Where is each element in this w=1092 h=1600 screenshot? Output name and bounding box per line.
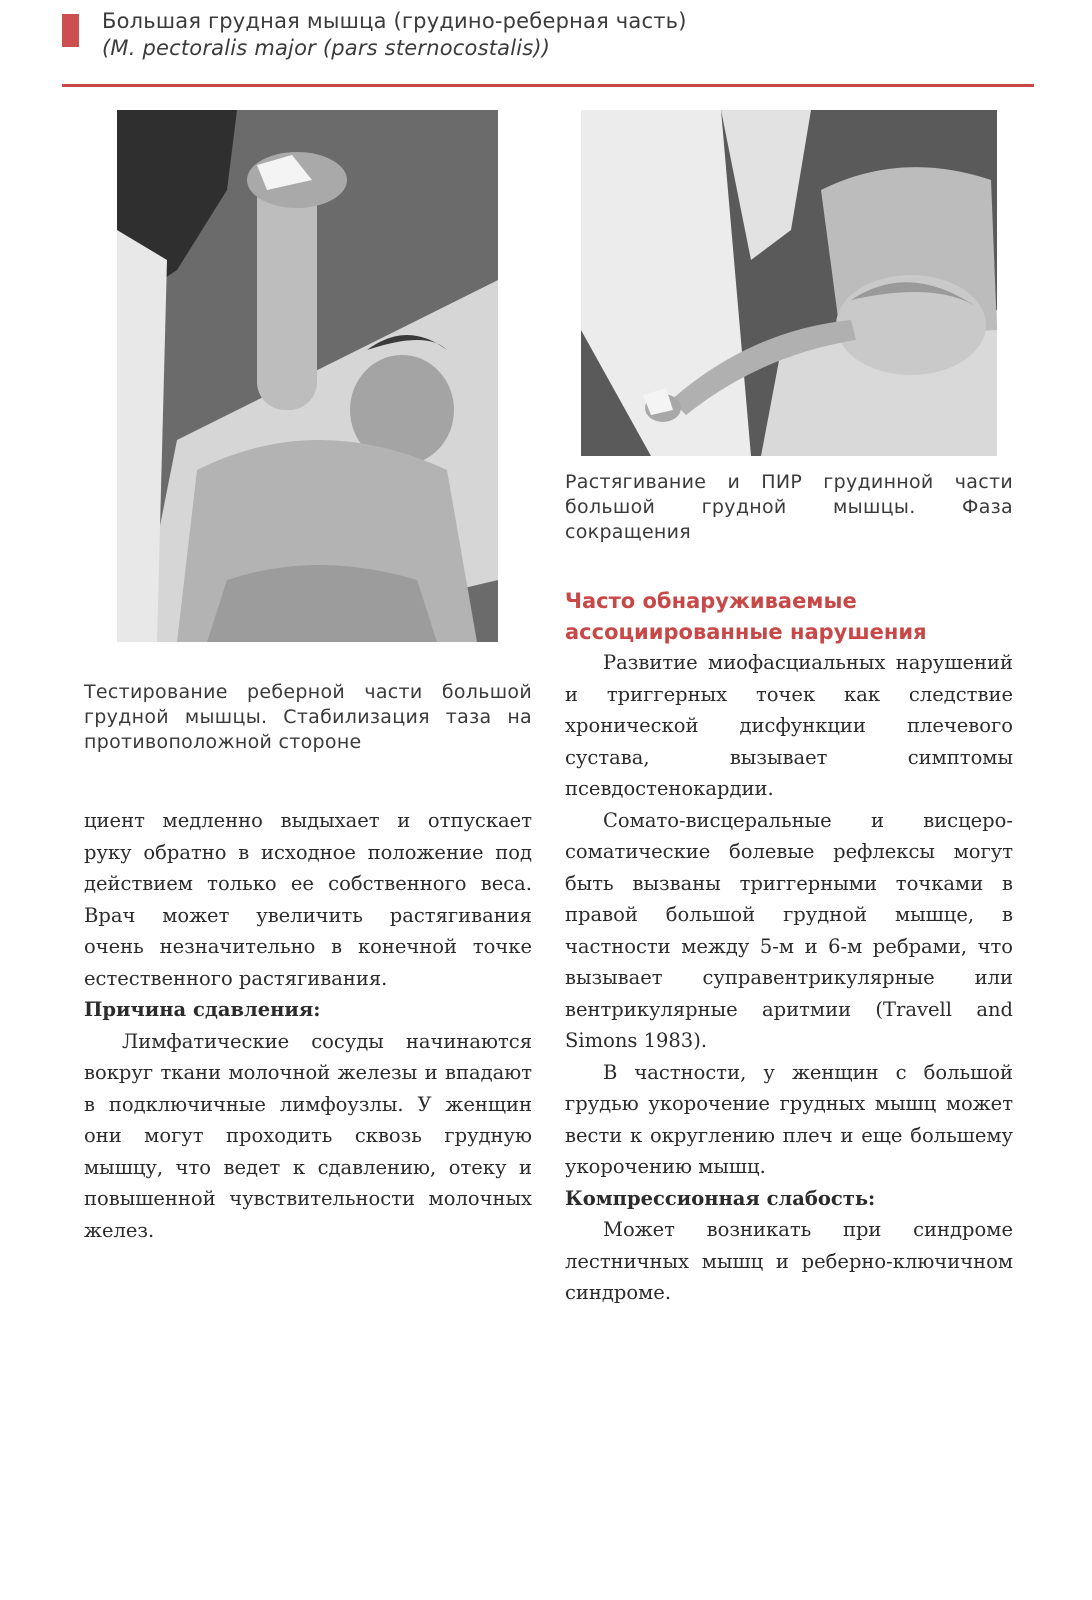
header-divider — [62, 84, 1034, 87]
section-title-associated-disorders: Часто обнаруживаемые ассоциированные нарушения — [565, 589, 927, 644]
left-subheading: Причина сдавления: — [84, 998, 321, 1021]
right-paragraph-1: Развитие миофасциальных нарушений и триггерных точек как следствие хронической дисфункции плечевого сустава, вызывает симптомы псевдостенокардии. — [565, 651, 1013, 800]
photo-muscle-test-illustration — [117, 110, 498, 642]
right-text-column — [565, 647, 1013, 1309]
right-subheading: Компрессионная слабость: — [565, 1186, 876, 1210]
header-accent-mark — [62, 14, 79, 47]
left-paragraph-1: циент медленно выдыхает и отпускает руку обратно в исходное положение под действием только ее собственного веса. Врач может увеличить растягивания очень незначительно в конечной точке естественного растягивания. — [84, 809, 532, 990]
left-text-column — [84, 805, 532, 1246]
photo-stretch-pir-illustration — [581, 110, 997, 456]
header-title-latin: (M. pectoralis major (pars sternocostalis)) — [102, 36, 551, 60]
page-header — [102, 8, 1002, 62]
header-title-russian: Большая грудная мышца (грудино-реберная часть) — [102, 9, 687, 33]
right-paragraph-4: Может возникать при синдроме лестничных мышц и реберно-ключичном синдроме. — [565, 1218, 1013, 1304]
left-paragraph-2: Лимфатические сосуды начинаются вокруг ткани молочной железы и впадают в подключичные лимфоузлы. У женщин они могут проходить сквозь грудную мышцу, что ведет к сдавлению, отеку и повышенной чувствительности молочных желез. — [84, 1029, 532, 1242]
photo-muscle-test — [117, 110, 498, 642]
right-paragraph-2: Сомато-висцеральные и висцеро-соматические болевые рефлексы могут быть вызваны триггерными точками в правой большой грудной мышце, в частности между 5-м и 6-м ребрами, что вызывает суправентрикулярные или вентрикулярные аритмии (Travell and Simons 1983). — [565, 808, 1013, 1052]
figure-caption-left: Тестирование реберной части большой грудной мышцы. Стабилизация таза на противоположной стороне — [84, 681, 532, 753]
right-paragraph-3: В частности, у женщин с большой грудью укорочение грудных мышц может вести к округлению плеч и еще большему укорочению мышц. — [565, 1060, 1013, 1178]
photo-stretch-pir — [581, 110, 997, 456]
figure-caption-right: Растягивание и ПИР грудинной части большой грудной мышцы. Фаза сокращения — [565, 471, 1013, 543]
